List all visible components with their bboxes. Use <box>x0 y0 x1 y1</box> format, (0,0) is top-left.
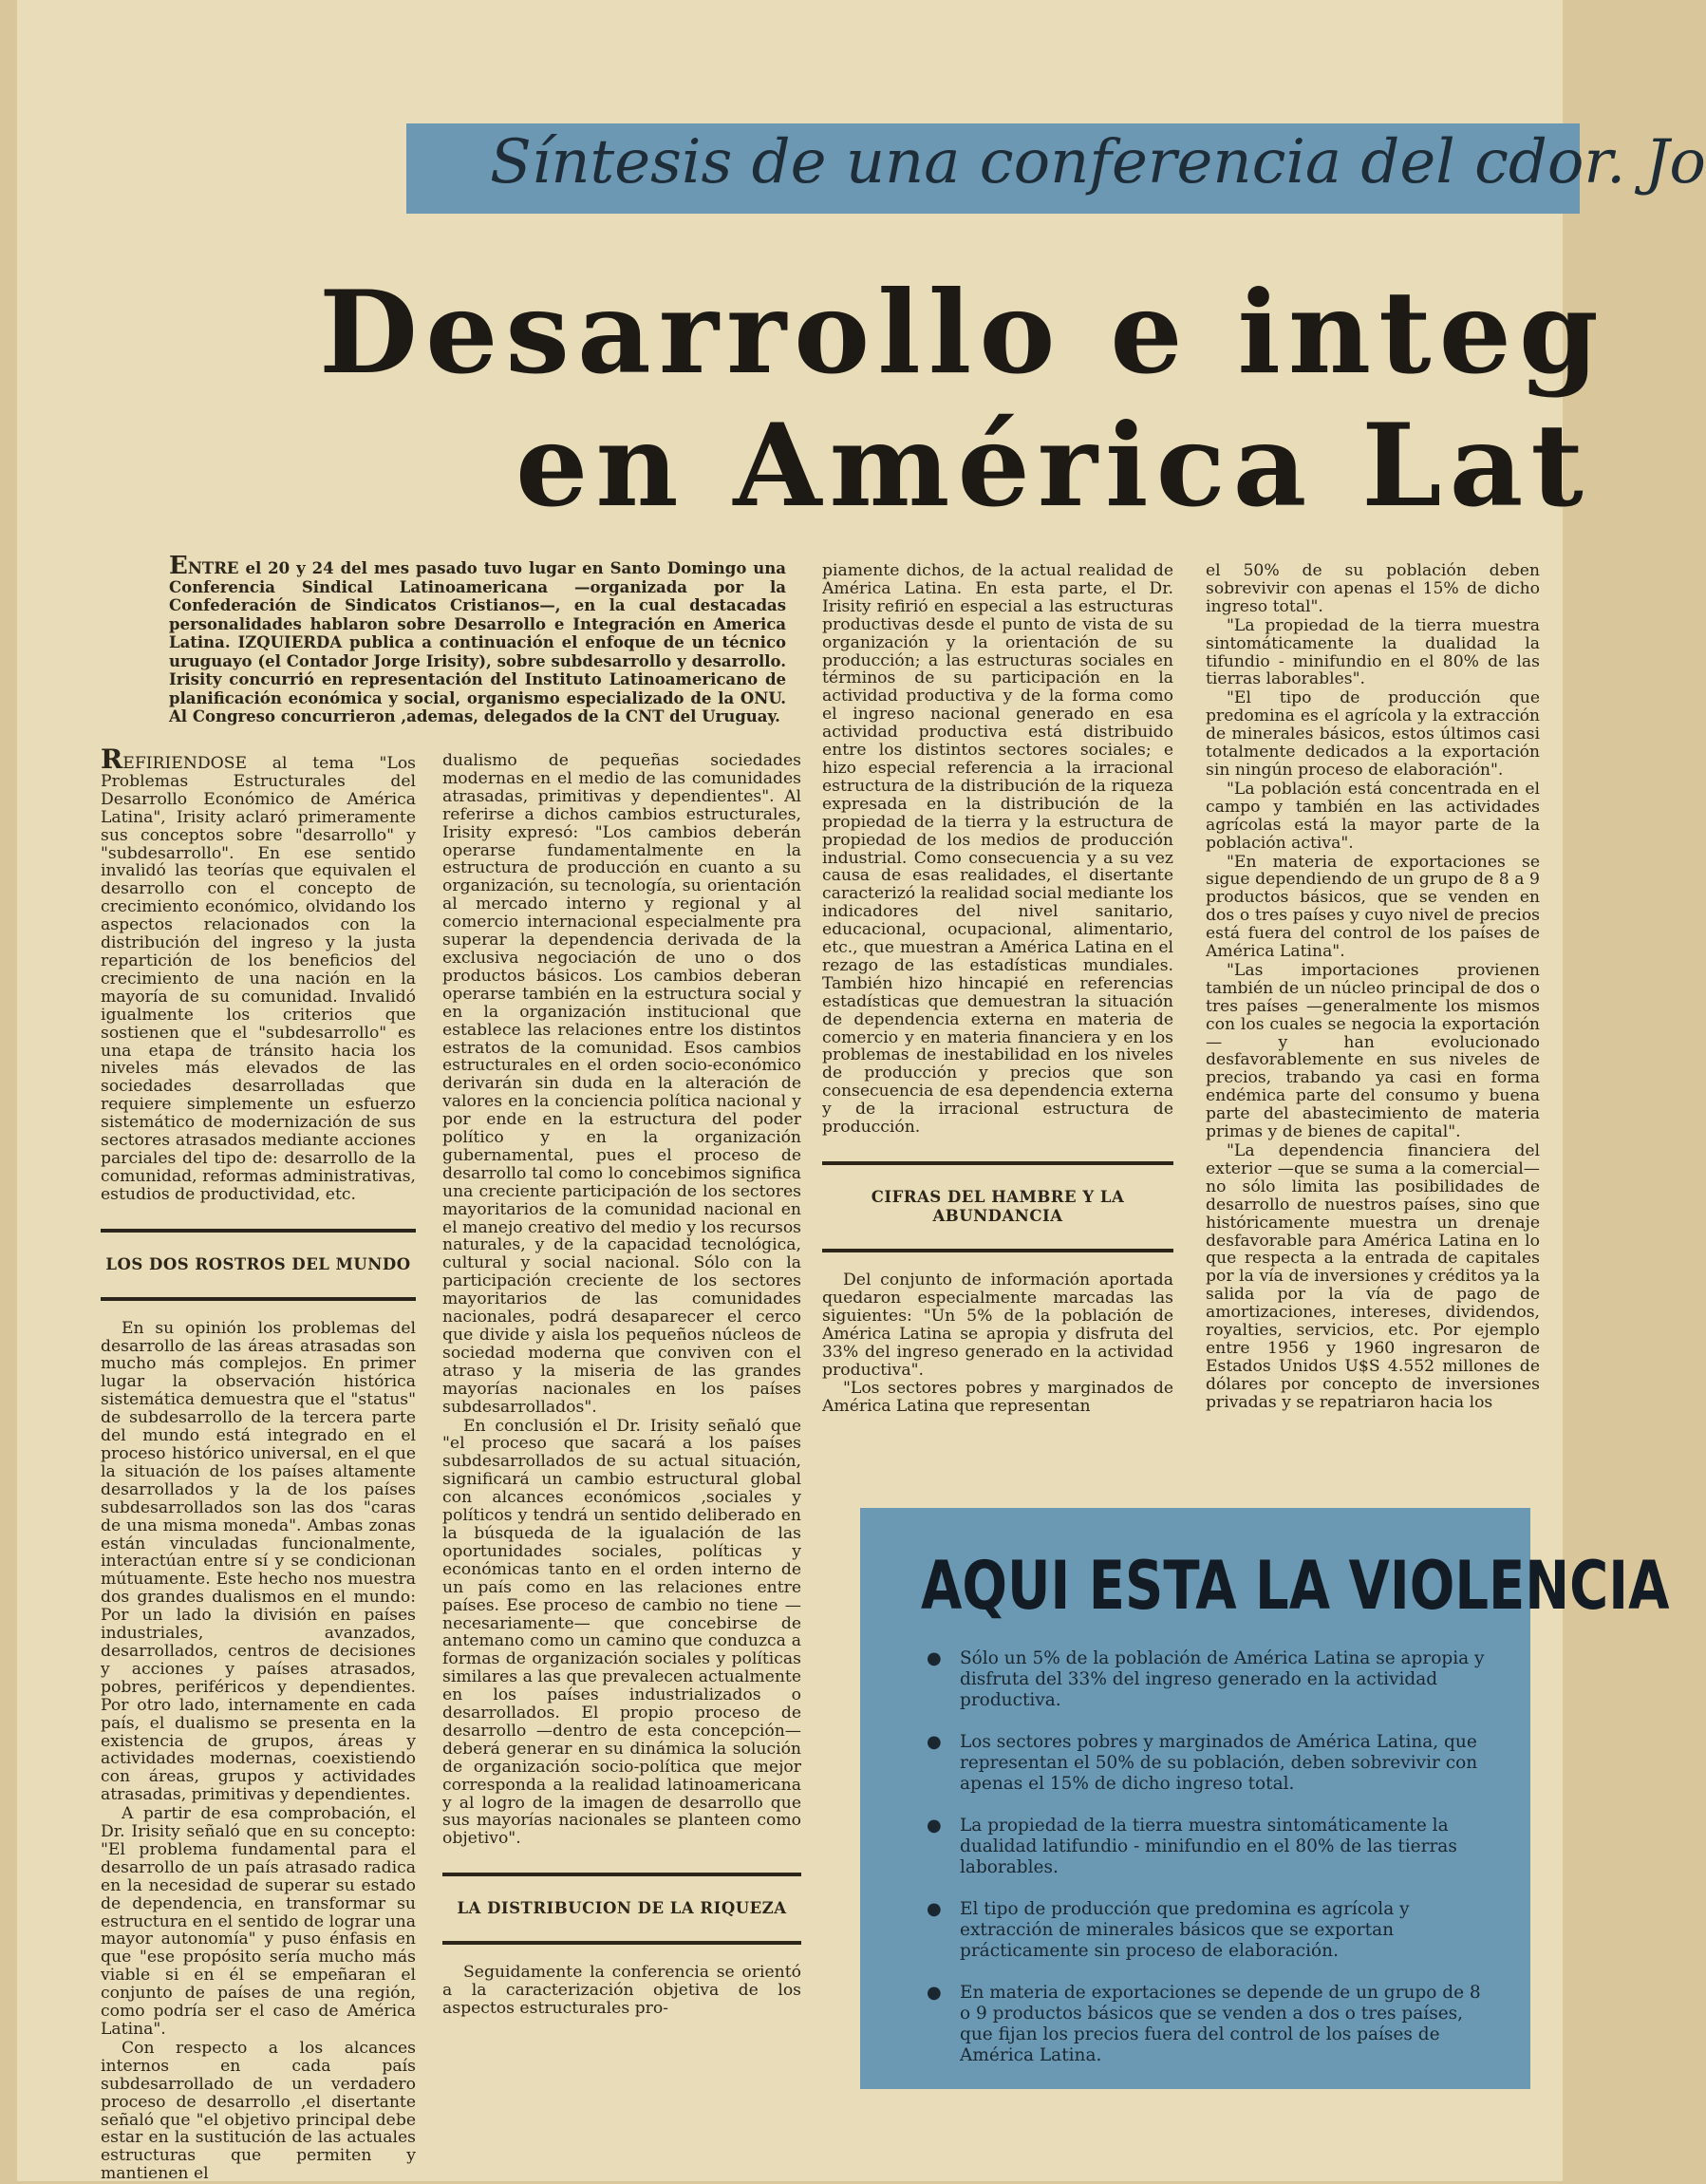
boxout-item <box>927 1816 1492 1878</box>
paragraph: A partir de esa comprobación, el Dr. Irisity señaló que en su concepto: "El problema fundamental para el desarrollo de un país atrasado radica en la necesidad de superar su estado de dependencia, en transformar su estructura en el sentido de lograr una mayor autonomía" y puso énfasis en que "ese propósito sería mucho más viable si en él se empeñaran el conjunto de países de una región, como podría ser el caso de América Latina". <box>101 1804 416 2039</box>
paragraph: "La dependencia financiera del exterior —que se suma a la comercial— no sólo limita las posibilidades de desarrollo de nuestros países, sino que históricamente muestra un drenaje desfavorable para América Latina en lo que respecta a la entrada de capitales por la vía de inversiones y créditos ya la salida por la vía de pago de amortizaciones, intereses, dividendos, royalties, servicios, etc. Por ejemplo entre 1956 y 1960 ingresaron de Estados Unidos U$S 4.552 millones de dólares por concepto de inversiones privadas y se repatriaron hacia los <box>1206 1141 1540 1412</box>
column-4 <box>1206 562 1540 1413</box>
paragraph: En su opinión los problemas del desarrollo de las áreas atrasadas son mucho más complejos. En primer lugar la observación histórica sistemática demuestra que el "status" de subdesarrollo de la tercera parte del mundo está integrado en el proceso histórico universal, en el que la situación de los países altamente desarrollados y la de los países subdesarrollados son las dos "caras de una misma moneda". Ambas zonas están vinculadas funcionalmente, interactúan entre sí y se condicionan mútuamente. Este hecho nos muestra dos grandes dualismos en el mundo: Por un lado la división en países industriales, avanzados, desarrollados, centros de decisiones y acciones y países atrasados, pobres, periféricos y dependientes. Por otro lado, internamente en cada país, el dualismo se presenta en la existencia de grupos, áreas y actividades modernas, coexistiendo con áreas, grupos y actividades atrasadas, primitivas y dependientes. <box>101 1318 416 1805</box>
column-2 <box>442 752 801 2019</box>
bullet-icon: ● <box>927 1899 942 1919</box>
boxout-item <box>927 1899 1492 1962</box>
paragraph: "La población está concentrada en el campo y también en las actividades agrícolas está la mayor parte de la población activa". <box>1206 779 1540 853</box>
lead-paragraph <box>169 552 786 726</box>
paragraph-text: EFIRIENDOSE al tema "Los Problemas Estructurales del Desarrollo Económico de América Latina", Irisity aclaró primeramente sus conceptos sobre "desarrollo" y "subdesarrollo". En ese sentido invalidó las teorías que equivalen el desarrollo con el concepto de crecimiento económico, olvidando los aspectos relacionados con la distribución del ingreso y la justa repartición de los beneficios del crecimiento de una nación en la mayoría de su comunidad. Invalidó igualmente los criterios que sostienen que el "subdesarrollo" es una etapa de tránsito hacia los niveles más elevados de las sociedades desarrolladas que requiere simplemente un esfuerzo sistemático de modernización de sus sectores atrasados mediante acciones parciales del tipo de: desarrollo de la comunidad, reformas administrativas, estudios de productividad, etc. <box>101 754 416 1204</box>
paragraph: En conclusión el Dr. Irisity señaló que "el proceso que sacará a los países subdesarrollados de su actual situación, significará un cambio estructural global con alcances económicos ,sociales y políticos y tendrá un sentido deliberado en la búsqueda de la igualación de las oportunidades sociales, políticas y económicas tanto en el orden interno de un país como en las relaciones entre países. Ese proceso de cambio no tiene —necesariamente— que concebirse de antemano como un camino que conduzca a formas de organización sociales y políticas similares a las que prevalecen actualmente en los países industrializados o desarrollados. El propio proceso de desarrollo —dentro de esta concepción— deberá generar en su dinámica la solución de organización socio-política que mejor corresponda a la realidad latinoamericana y al logro de la imagen de desarrollo que sus mayorías nacionales se planteen como objetivo". <box>442 1416 801 1849</box>
boxout-item-text: En materia de exportaciones se depende de un grupo de 8 o 9 productos básicos que se venden a dos o tres países, que fijan los precios fuera del control de los países de América Latina. <box>960 1983 1481 2065</box>
paragraph: "El tipo de producción que predomina es el agrícola y la extracción de minerales básicos, estos últimos casi totalmente dedicados a la exportación sin ningún proceso de elaboración". <box>1206 688 1540 780</box>
boxout-item <box>927 1648 1492 1711</box>
paragraph: el 50% de su población deben sobrevivir con apenas el 15% de dicho ingreso total". <box>1206 561 1540 616</box>
bullet-icon: ● <box>927 1732 942 1752</box>
boxout-title: AQUI ESTA LA VIOLENCIA <box>921 1548 1670 1626</box>
paragraph: Seguidamente la conferencia se orientó a la caracterización objetiva de los aspectos estructurales pro- <box>442 1963 801 2019</box>
paragraph: Del conjunto de información aportada quedaron especialmente marcadas las siguientes: "Un 5% de la población de América Latina se apropia y disfruta del 33% del ingreso generado en la actividad productiva". <box>822 1271 1173 1380</box>
paragraph: piamente dichos, de la actual realidad de América Latina. En esta parte, el Dr. Irisity refirió en especial a las estructuras productivas desde el punto de vista de su organización y la orientación de su producción; a las estructuras sociales en términos de su participación en la actividad productiva y de la forma como el ingreso nacional generado en esa actividad productiva está distribuido entre los distintos sectores sociales; e hizo especial referencia a la irracional estructura de la distribución de la riqueza expresada en la distribución de la propiedad de la tierra y la estructura de propiedad de los medios de producción industrial. Como consecuencia y a su vez causa de esas realidades, el disertante caracterizó la realidad social mediante los indicadores del nivel sanitario, educacional, ocupacional, alimentario, etc., que muestran a América Latina en el rezago de las estadísticas mundiales. También hizo hincapié en referencias estadísticas que demuestran la situación de dependencia externa en materia de comercio y en materia financiera y en los problemas de inestabilidad en los niveles de producción y precios que son consecuencia de esa dependencia externa y de la irracional estructura de producción. <box>822 561 1173 1138</box>
boxout-item-text: El tipo de producción que predomina es agrícola y extracción de minerales básicos que se exportan prácticamente sin proceso de elaboración. <box>960 1899 1410 1961</box>
boxout-list <box>927 1648 1492 2087</box>
kicker-text: Síntesis de una conferencia del cdor. Jo <box>490 127 1706 198</box>
newspaper-page <box>17 0 1706 2184</box>
boxout-item-text: Sólo un 5% de la población de América Latina se apropia y disfruta del 33% del ingreso generado en la actividad productiva. <box>960 1648 1485 1710</box>
violence-boxout <box>860 1508 1670 2089</box>
kicker-banner <box>406 123 1706 214</box>
section-heading: LA DISTRIBUCION DE LA RIQUEZA <box>442 1873 801 1945</box>
paragraph: "La propiedad de la tierra muestra sintomáticamente la dualidad la tifundio - minifundio en el 80% de las tierras laborables". <box>1206 615 1540 689</box>
boxout-item-text: Los sectores pobres y marginados de América Latina, que representan el 50% de su población, deben sobrevivir con apenas el 15% de dicho ingreso total. <box>960 1732 1478 1794</box>
boxout-item <box>927 1732 1492 1795</box>
bullet-icon: ● <box>927 1648 942 1668</box>
paragraph: "En materia de exportaciones se sigue dependiendo de un grupo de 8 a 9 productos básicos, que se venden en dos o tres países y cuyo nivel de precios está fuera del control de los países de América Latina". <box>1206 852 1540 962</box>
column-1 <box>101 744 416 2184</box>
lead-initial: E <box>169 552 188 580</box>
bullet-icon: ● <box>927 1816 942 1836</box>
headline-line-2: en América Lat <box>516 399 1591 533</box>
paragraph: "Las importaciones provienen también de un núcleo principal de dos o tres países —generalmente los mismos con los cuales se negocia la exportación— y han evolucionado desfavorablemente en sus niveles de precios, trabando ya casi en forma endémica parte del consumo y buena parte del abastecimiento de materia primas y de bienes de capital". <box>1206 960 1540 1142</box>
section-heading: CIFRAS DEL HAMBRE Y LA ABUNDANCIA <box>822 1161 1173 1252</box>
column-3 <box>822 562 1173 1417</box>
paragraph: Con respecto a los alcances internos en cada país subdesarrollado de un verdadero proceso de desarrollo ,el disertante señaló que "el objetivo principal debe estar en la sustitución de las actuales estructuras que permiten y mantienen el <box>101 2038 416 2184</box>
headline-line-1: Desarrollo e integ <box>319 266 1606 400</box>
bullet-icon: ● <box>927 1983 942 2003</box>
paragraph: dualismo de pequeñas sociedades modernas en el medio de las comunidades atrasadas, primitivas y dependientes". Al referirse a dichos cambios estructurales, Irisity expresó: "Los cambios deberán operarse fundamentalmente en la estructura de producción en cuanto a su organización, su tecnología, su orientación al mercado interno y regional y al comercio internacional especialmente pra superar la dependencia derivada de la exclusiva negociación de uno o dos productos básicos. Los cambios deberan operarse también en la estructura social y en la organización institucional que establece las relaciones entre los distintos estratos de la comunidad. Esos cambios estructurales en el orden socio-económico derivarán sin duda en la alteración de valores en la conciencia política nacional y por ende en la estructura del poder político y en la organización gubernamental, pues el proceso de desarrollo tal como lo concebimos significa una creciente participación de los sectores mayoritarios de la comunidad nacional en el manejo creativo del medio y los recursos naturales, y de la capacidad tecnológica, cultural y social nacional. Sólo con la participación creciente de los sectores mayoritarios de las comunidades nacionales, podrá desaparecer el cerco que divide y aisla los pequeños núcleos de sociedad moderna que conviven con el atraso y la miseria de las grandes mayorías nacionales en los países subdesarrollados". <box>442 751 801 1417</box>
paragraph <box>101 744 416 1204</box>
boxout-item <box>927 1983 1492 2066</box>
lead-text: NTRE el 20 y 24 del mes pasado tuvo lugar en Santo Domingo una Conferencia Sindical Latinoamericana —organizada por la Confederación de Sindicatos Cristianos—, en la cual destacadas personalidades hablaron sobre Desarrollo e Integración en America Latina. IZQUIERDA publica a continuación el enfoque de un técnico uruguayo (el Contador Jorge Irisity), sobre subdesarrollo y desarrollo. Irisity concurrió en representación del Instituto Latinoamericano de planificación económica y social, organismo especializado de la ONU. Al Congreso concurrieron ,ademas, delegados de la CNT del Uruguay. <box>169 559 786 725</box>
paragraph: "Los sectores pobres y marginados de América Latina que representan <box>822 1379 1173 1417</box>
drop-cap: R <box>101 744 123 775</box>
boxout-item-text: La propiedad de la tierra muestra sintomáticamente la dualidad latifundio - minifundio en el 80% de las tierras laborables. <box>960 1816 1457 1877</box>
section-heading: LOS DOS ROSTROS DEL MUNDO <box>101 1229 416 1301</box>
